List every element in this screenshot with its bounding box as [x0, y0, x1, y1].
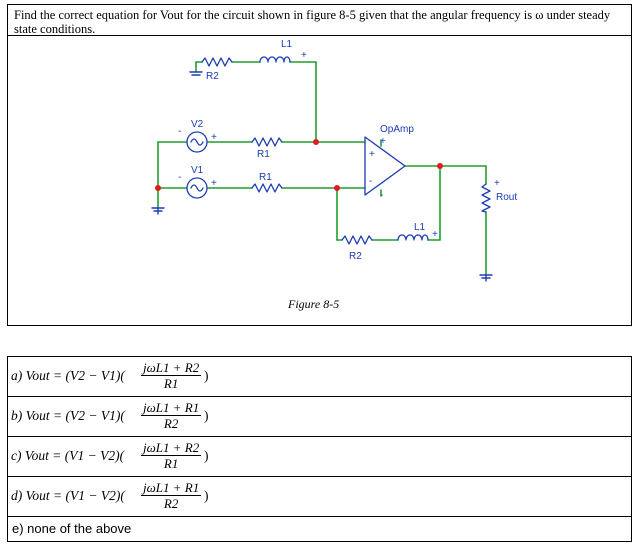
answer-b-fraction	[141, 400, 201, 431]
answer-list	[7, 356, 632, 542]
answer-b-denominator: R2	[163, 416, 179, 431]
answer-a-denominator: R1	[163, 376, 179, 391]
label-r1-bottom: R1	[259, 172, 272, 183]
label-l1-top: L1	[281, 39, 293, 50]
plus-v2: +	[211, 132, 217, 143]
ac-source-v1-icon	[187, 178, 207, 198]
answer-c-numerator: jωL1 + R2	[143, 440, 200, 455]
answer-c-prefix: c) Vout = (V1 − V2)(	[11, 448, 125, 463]
answer-d-suffix: )	[204, 488, 209, 503]
label-v2: V2	[191, 119, 204, 130]
answer-b[interactable]	[8, 397, 631, 437]
wires	[158, 62, 486, 275]
figure-caption: Figure 8-5	[288, 297, 340, 311]
label-r2-top: R2	[206, 71, 219, 82]
answer-c-fraction	[141, 440, 201, 471]
label-v1: V1	[191, 165, 204, 176]
question-text: Find the correct equation for Vout for the circuit shown in figure 8-5 given that the angular frequency is ω under steady state conditions.	[14, 8, 611, 36]
minus-v2: -	[178, 126, 182, 137]
plus-opamp-input: +	[369, 149, 375, 160]
answer-b-numerator: jωL1 + R1	[143, 400, 200, 415]
answer-b-prefix: b) Vout = (V2 − V1)(	[11, 408, 125, 423]
minus-v1: -	[178, 172, 182, 183]
ground-icon	[190, 72, 202, 75]
minus-opamp-bottom: -	[380, 190, 384, 201]
label-rout: Rout	[496, 192, 518, 203]
answer-d-fraction	[141, 480, 201, 511]
inductor-l1-feedback	[398, 235, 428, 240]
resistor-r1-top	[252, 138, 282, 146]
resistor-r2-feedback	[342, 236, 372, 244]
answer-a-fraction	[141, 360, 201, 391]
answer-c-denominator: R1	[163, 456, 179, 471]
resistor-r2-top	[202, 58, 232, 66]
ac-source-v2-icon	[187, 132, 207, 152]
answer-b-suffix: )	[204, 408, 209, 423]
resistor-r1-bottom	[252, 184, 282, 192]
plus-rout: +	[494, 178, 500, 189]
answer-d-prefix: d) Vout = (V1 − V2)(	[11, 488, 125, 503]
answer-a-prefix: a) Vout = (V2 − V1)(	[11, 368, 125, 383]
answer-a-suffix: )	[204, 368, 209, 383]
answer-a-numerator: jωL1 + R2	[143, 360, 200, 375]
inductor-l1-top	[260, 57, 290, 62]
resistor-rout	[482, 184, 490, 212]
plus-l1-feedback: +	[432, 229, 438, 240]
plus-v1: +	[211, 178, 217, 189]
label-r1-top: R1	[257, 149, 270, 160]
ground-icon	[480, 275, 492, 281]
answer-c-suffix: )	[204, 448, 209, 463]
ground-icon	[152, 208, 164, 214]
plus-opamp-top: +	[380, 136, 386, 147]
answer-e[interactable]: e) none of the above	[12, 521, 132, 536]
answer-d-numerator: jωL1 + R1	[143, 480, 200, 495]
answer-d-denominator: R2	[163, 496, 179, 511]
answer-d[interactable]	[8, 477, 631, 517]
label-r2-feedback: R2	[349, 251, 362, 262]
answer-a[interactable]	[8, 357, 631, 397]
label-l1-feedback: L1	[414, 222, 426, 233]
plus-l1-top: +	[301, 50, 307, 61]
minus-opamp-input: -	[369, 176, 373, 187]
answer-c[interactable]	[8, 437, 631, 477]
label-opamp: OpAmp	[380, 124, 414, 135]
